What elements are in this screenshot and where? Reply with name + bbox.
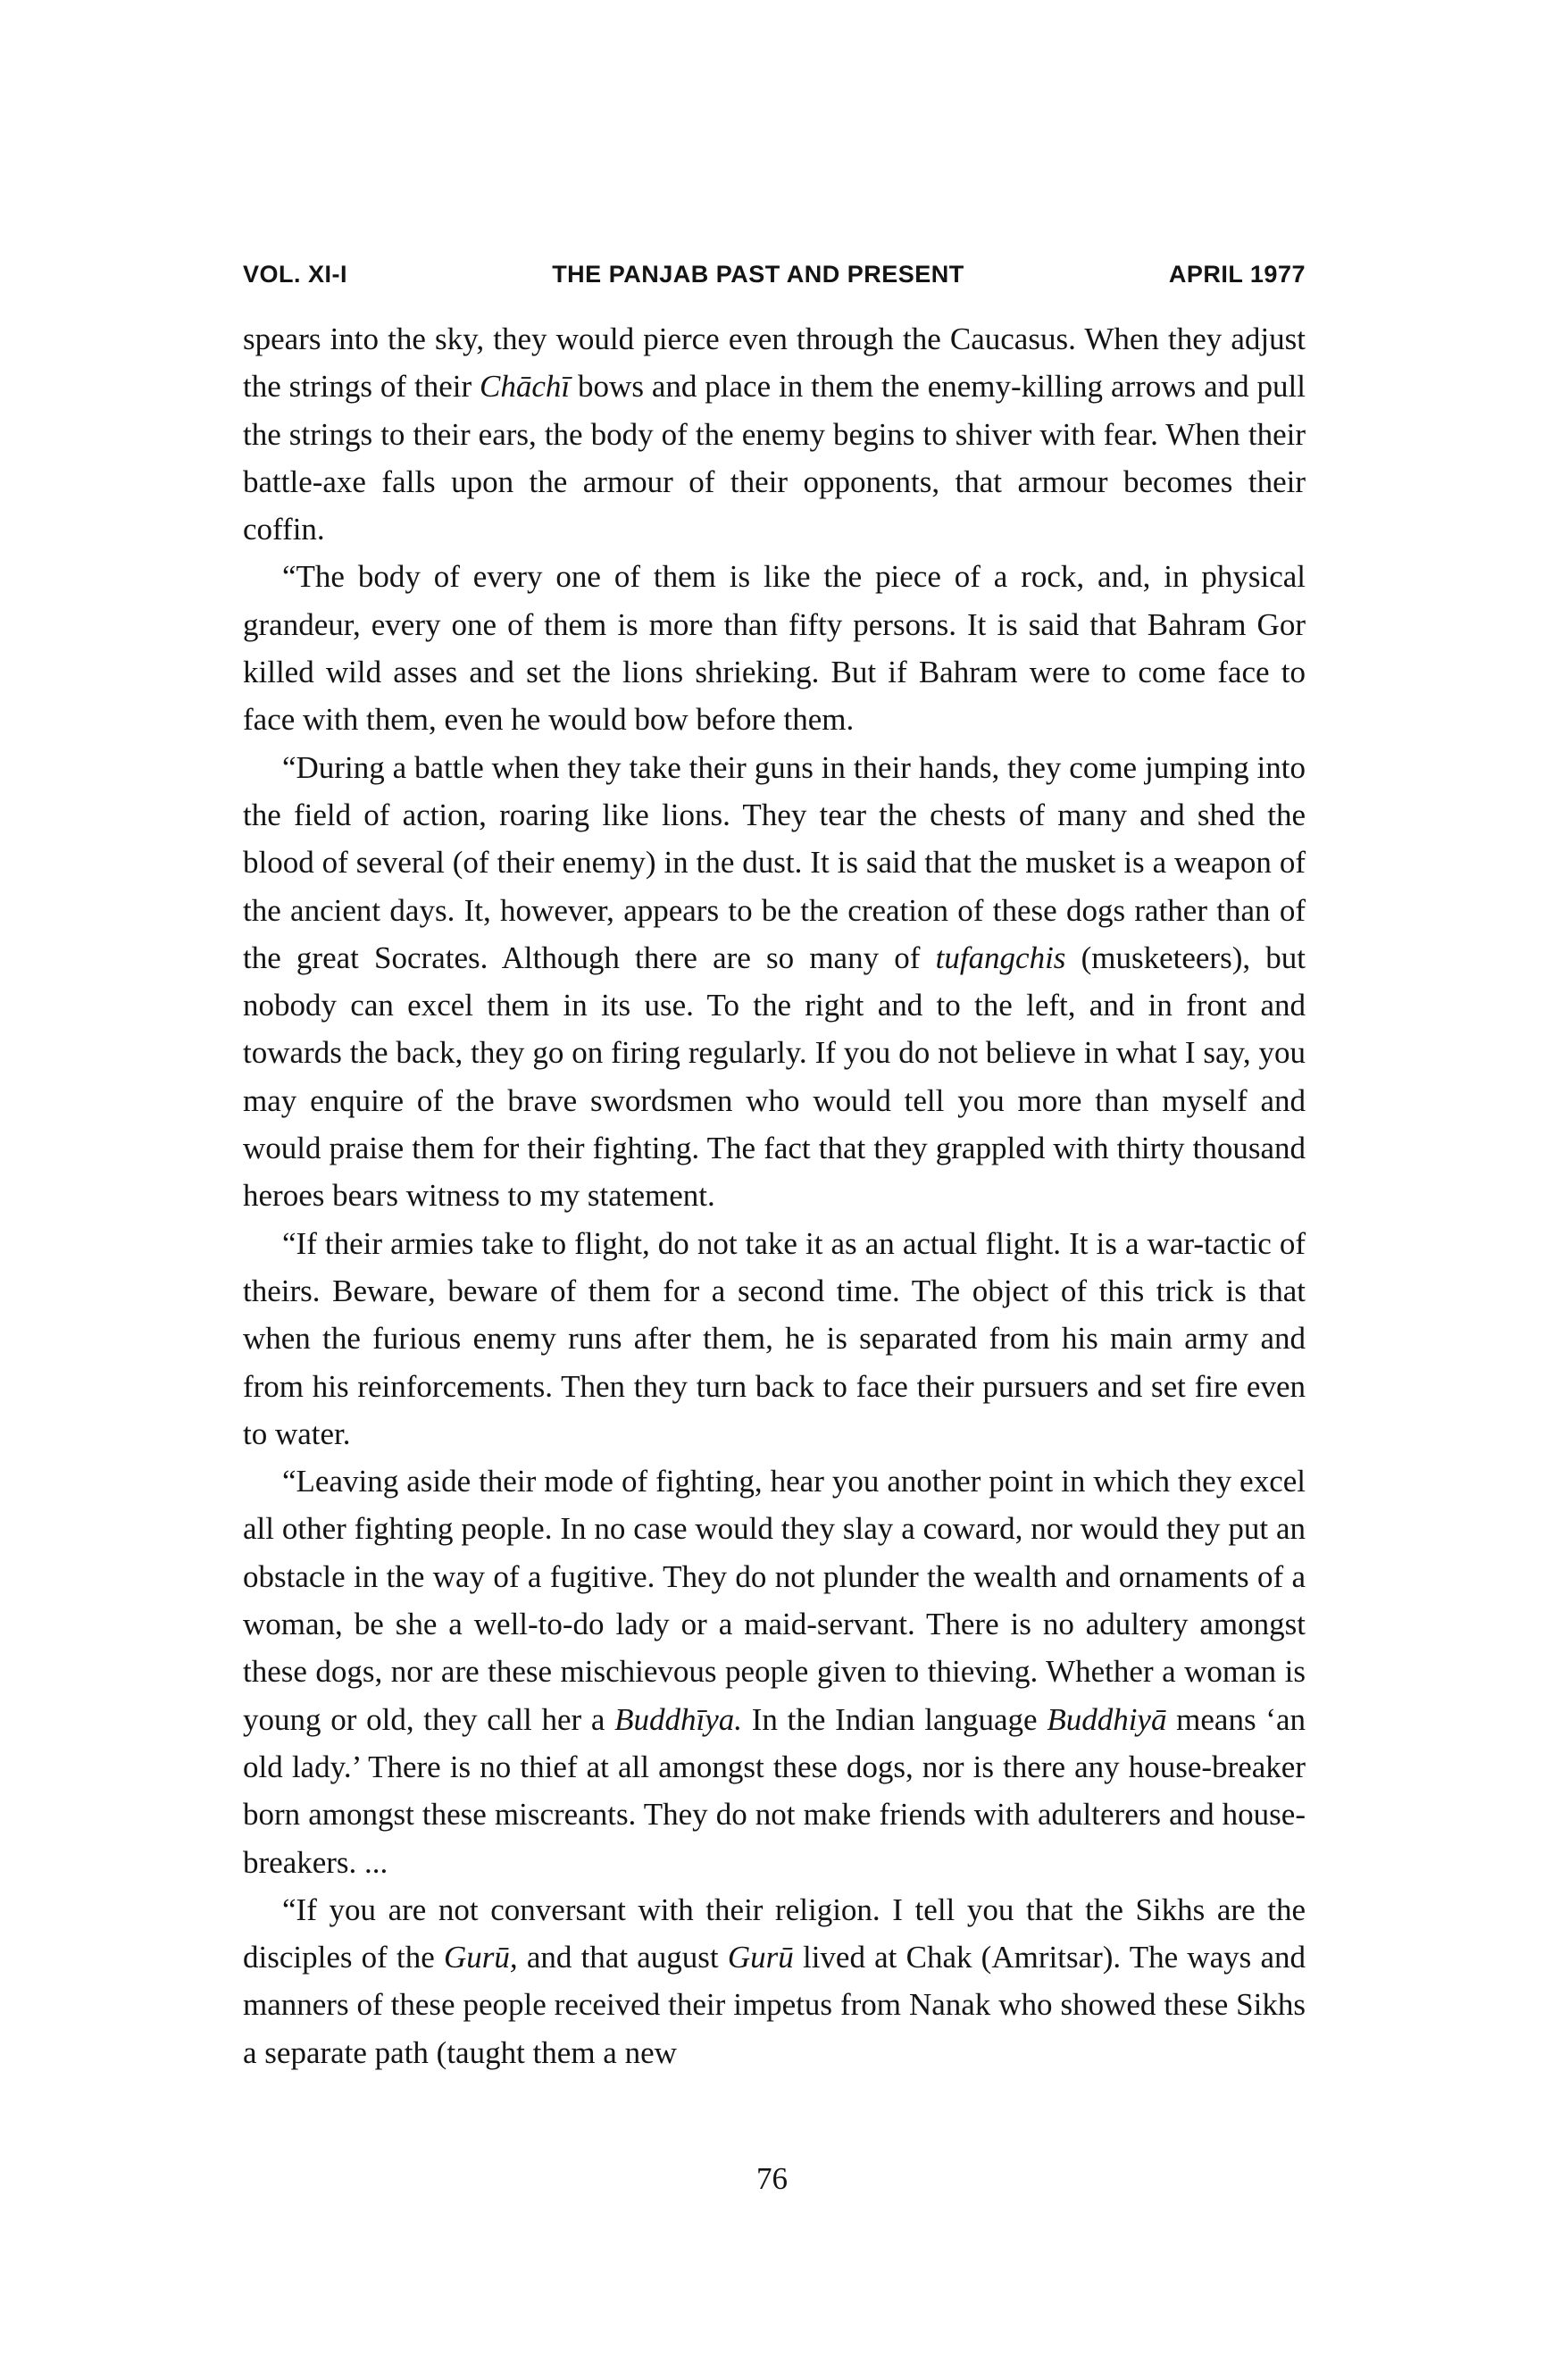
text-run: bows and place in them the enemy-killing arrows and pull the strings to their ears, the body of the enemy begins to shiver with fear. When their battle-axe falls upon the armour of their opponents, that armour becomes their coffin.	[243, 369, 1306, 547]
page-number: 76	[756, 2161, 788, 2196]
paragraph	[243, 1886, 1306, 2076]
text-run: “If their armies take to flight, do not take it as an actual flight. It is a war-tactic of theirs. Beware, beware of them for a second time. The object of this trick is that when the furious enemy runs after them, he is separated from his main army and from his reinforcements. Then they turn back to face their pursuers and set fire even to water.	[243, 1225, 1306, 1451]
paragraph	[243, 553, 1306, 743]
text-run: lived at Chak (Amritsar). The ways and manners of these people received their impetus from Nanak who showed these Sikhs a separate path (taught them a new	[243, 1940, 1306, 2070]
italic-term: Buddhiyā	[1047, 1701, 1167, 1737]
text-run: In the Indian language	[742, 1701, 1047, 1737]
text-run: (musketeers), but nobody can excel them in its use. To the right and to the left, and in front and towards the back, they go on firing regularly. If you do not believe in what I say, you may enquire of the brave swordsmen who would tell you more than myself and would praise them for their fighting. The fact that they grappled with thirty thousand heroes bears witness to my statement.	[243, 939, 1306, 1214]
italic-term: Chāchī	[480, 369, 571, 405]
text-run: “If you are not conversant with their religion. I tell you that the Sikhs are the disciples of the	[243, 1891, 1306, 1975]
italic-term: tufangchis	[935, 939, 1066, 975]
italic-term: Gurū	[727, 1940, 794, 1975]
paragraph	[243, 744, 1306, 1220]
issue-date: APRIL 1977	[1168, 261, 1306, 288]
text-run: means ‘an old lady.’ There is no thief at all amongst these dogs, nor is there any house-breaker born amongst these miscreants. They do not make friends with adulterers and house-breakers. ...	[243, 1701, 1306, 1880]
text-run: and that august	[517, 1940, 728, 1975]
text-run: “Leaving aside their mode of fighting, hear you another point in which they excel all other fighting people. In no case would they slay a coward, nor would they put an obstacle in the way of a fugitive. They do not plunder the wealth and ornaments of a woman, be she a well-to-do lady or a maid-servant. There is no adultery amongst these dogs, nor are these mischievous people given to thieving. Whether a woman is young or old, they call her a	[243, 1464, 1306, 1737]
italic-term: Buddhīya.	[614, 1701, 743, 1737]
volume-label: VOL. XI-I	[243, 261, 348, 288]
running-head	[243, 261, 1306, 288]
paragraph	[243, 315, 1306, 553]
paragraph	[243, 1220, 1306, 1457]
text-run: “During a battle when they take their guns in their hands, they come jumping into the field of action, roaring like lions. They tear the chests of many and shed the blood of several (of their enemy) in the dust. It is said that the musket is a weapon of the ancient days. It, however, appears to be the creation of these dogs rather than of the great Socrates. Although there are so many of	[243, 749, 1306, 975]
page	[243, 261, 1306, 2076]
body-text	[243, 315, 1306, 2076]
paragraph	[243, 1457, 1306, 1886]
text-run: “The body of every one of them is like the piece of a rock, and, in physical grandeur, every one of them is more than fifty persons. It is said that Bahram Gor killed wild asses and set the lions shrieking. But if Bahram were to come face to face with them, even he would bow before them.	[243, 559, 1306, 738]
italic-term: Gurū,	[444, 1940, 518, 1975]
journal-title: THE PANJAB PAST AND PRESENT	[552, 261, 964, 288]
text-run: spears into the sky, they would pierce even through the Caucasus. When they adjust the strings of their	[243, 322, 1306, 405]
